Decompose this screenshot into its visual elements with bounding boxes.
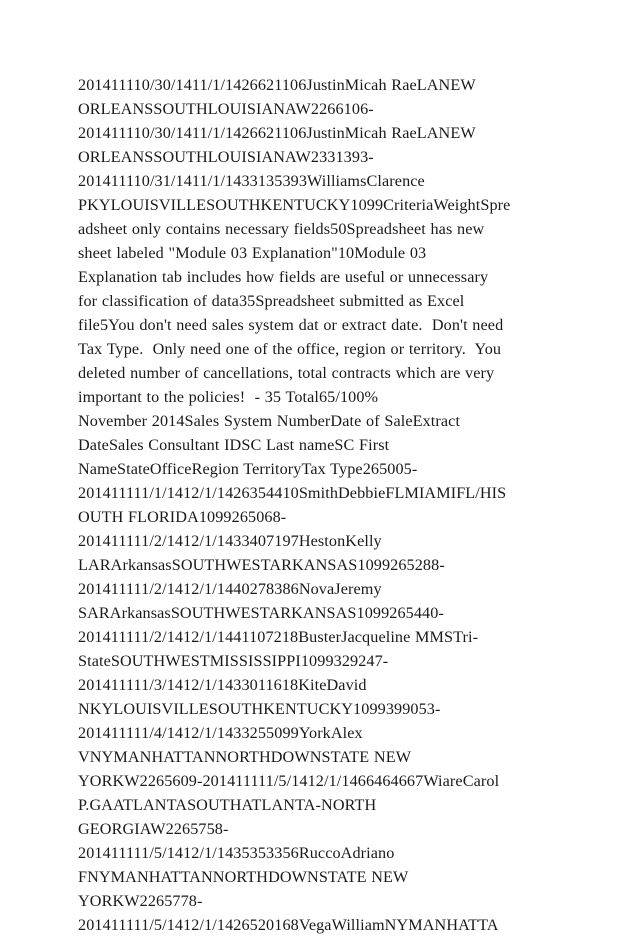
text-line: 201411111/5/1412/1/1426520168VegaWilliamNYMANHATTA	[78, 916, 499, 934]
text-line: 201411110/30/1411/1/1426621106JustinMicah RaeLANEW	[78, 76, 476, 94]
text-line: important to the policies! - 35 Total65/100%	[78, 388, 379, 406]
text-line: ORLEANSSOUTHLOUISIANAW2331393-	[78, 148, 374, 166]
text-line: ORLEANSSOUTHLOUISIANAW2266106-	[78, 100, 374, 118]
text-line: OUTH FLORIDA1099265068-	[78, 508, 287, 526]
text-line: YORKW2265778-	[78, 892, 203, 910]
text-line: Tax Type. Only need one of the office, region or territory. You	[78, 340, 502, 358]
text-line: LARArkansasSOUTHWESTARKANSAS1099265288-	[78, 556, 445, 574]
text-line: P.GAATLANTASOUTHATLANTA-NORTH	[78, 796, 377, 814]
document-text	[78, 73, 558, 937]
text-line: sheet labeled "Module 03 Explanation"10Module 03	[78, 244, 427, 262]
text-line: DateSales Consultant IDSC Last nameSC First	[78, 436, 390, 454]
text-line: file5You don't need sales system dat or extract date. Don't need	[78, 316, 504, 334]
text-line: VNYMANHATTANNORTHDOWNSTATE NEW	[78, 748, 412, 766]
text-line: FNYMANHATTANNORTHDOWNSTATE NEW	[78, 868, 409, 886]
text-line: 201411111/3/1412/1/1433011618KiteDavid	[78, 676, 367, 694]
text-line: deleted number of cancellations, total contracts which are very	[78, 364, 495, 382]
text-line: SARArkansasSOUTHWESTARKANSAS1099265440-	[78, 604, 444, 622]
text-line: 201411110/30/1411/1/1426621106JustinMicah RaeLANEW	[78, 124, 476, 142]
text-line: 201411111/5/1412/1/1435353356RuccoAdriano	[78, 844, 395, 862]
text-line: adsheet only contains necessary fields50Spreadsheet has new	[78, 220, 485, 238]
text-line: 201411111/2/1412/1/1440278386NovaJeremy	[78, 580, 382, 598]
text-line: Explanation tab includes how fields are useful or unnecessary	[78, 268, 489, 286]
text-line: for classification of data35Spreadsheet submitted as Excel	[78, 292, 465, 310]
text-line: 201411111/2/1412/1/1441107218BusterJacqueline MMSTri-	[78, 628, 479, 646]
text-line: 201411111/4/1412/1/1433255099YorkAlex	[78, 724, 363, 742]
text-line: GEORGIAW2265758-	[78, 820, 229, 838]
text-line: NameStateOfficeRegion TerritoryTax Type265005-	[78, 460, 418, 478]
text-line: YORKW2265609-201411111/5/1412/1/1466464667WiareCarol	[78, 772, 500, 790]
text-line: PKYLOUISVILLESOUTHKENTUCKY1099CriteriaWeightSpre	[78, 196, 511, 214]
text-line: 201411110/31/1411/1/1433135393WilliamsClarence	[78, 172, 425, 190]
text-line: November 2014Sales System NumberDate of SaleExtract	[78, 412, 461, 430]
text-line: StateSOUTHWESTMISSISSIPPI1099329247-	[78, 652, 389, 670]
text-line: NKYLOUISVILLESOUTHKENTUCKY1099399053-	[78, 700, 441, 718]
text-line: 201411111/2/1412/1/1433407197HestonKelly	[78, 532, 382, 550]
text-line: 201411111/1/1412/1/1426354410SmithDebbieFLMIAMIFL/HIS	[78, 484, 507, 502]
